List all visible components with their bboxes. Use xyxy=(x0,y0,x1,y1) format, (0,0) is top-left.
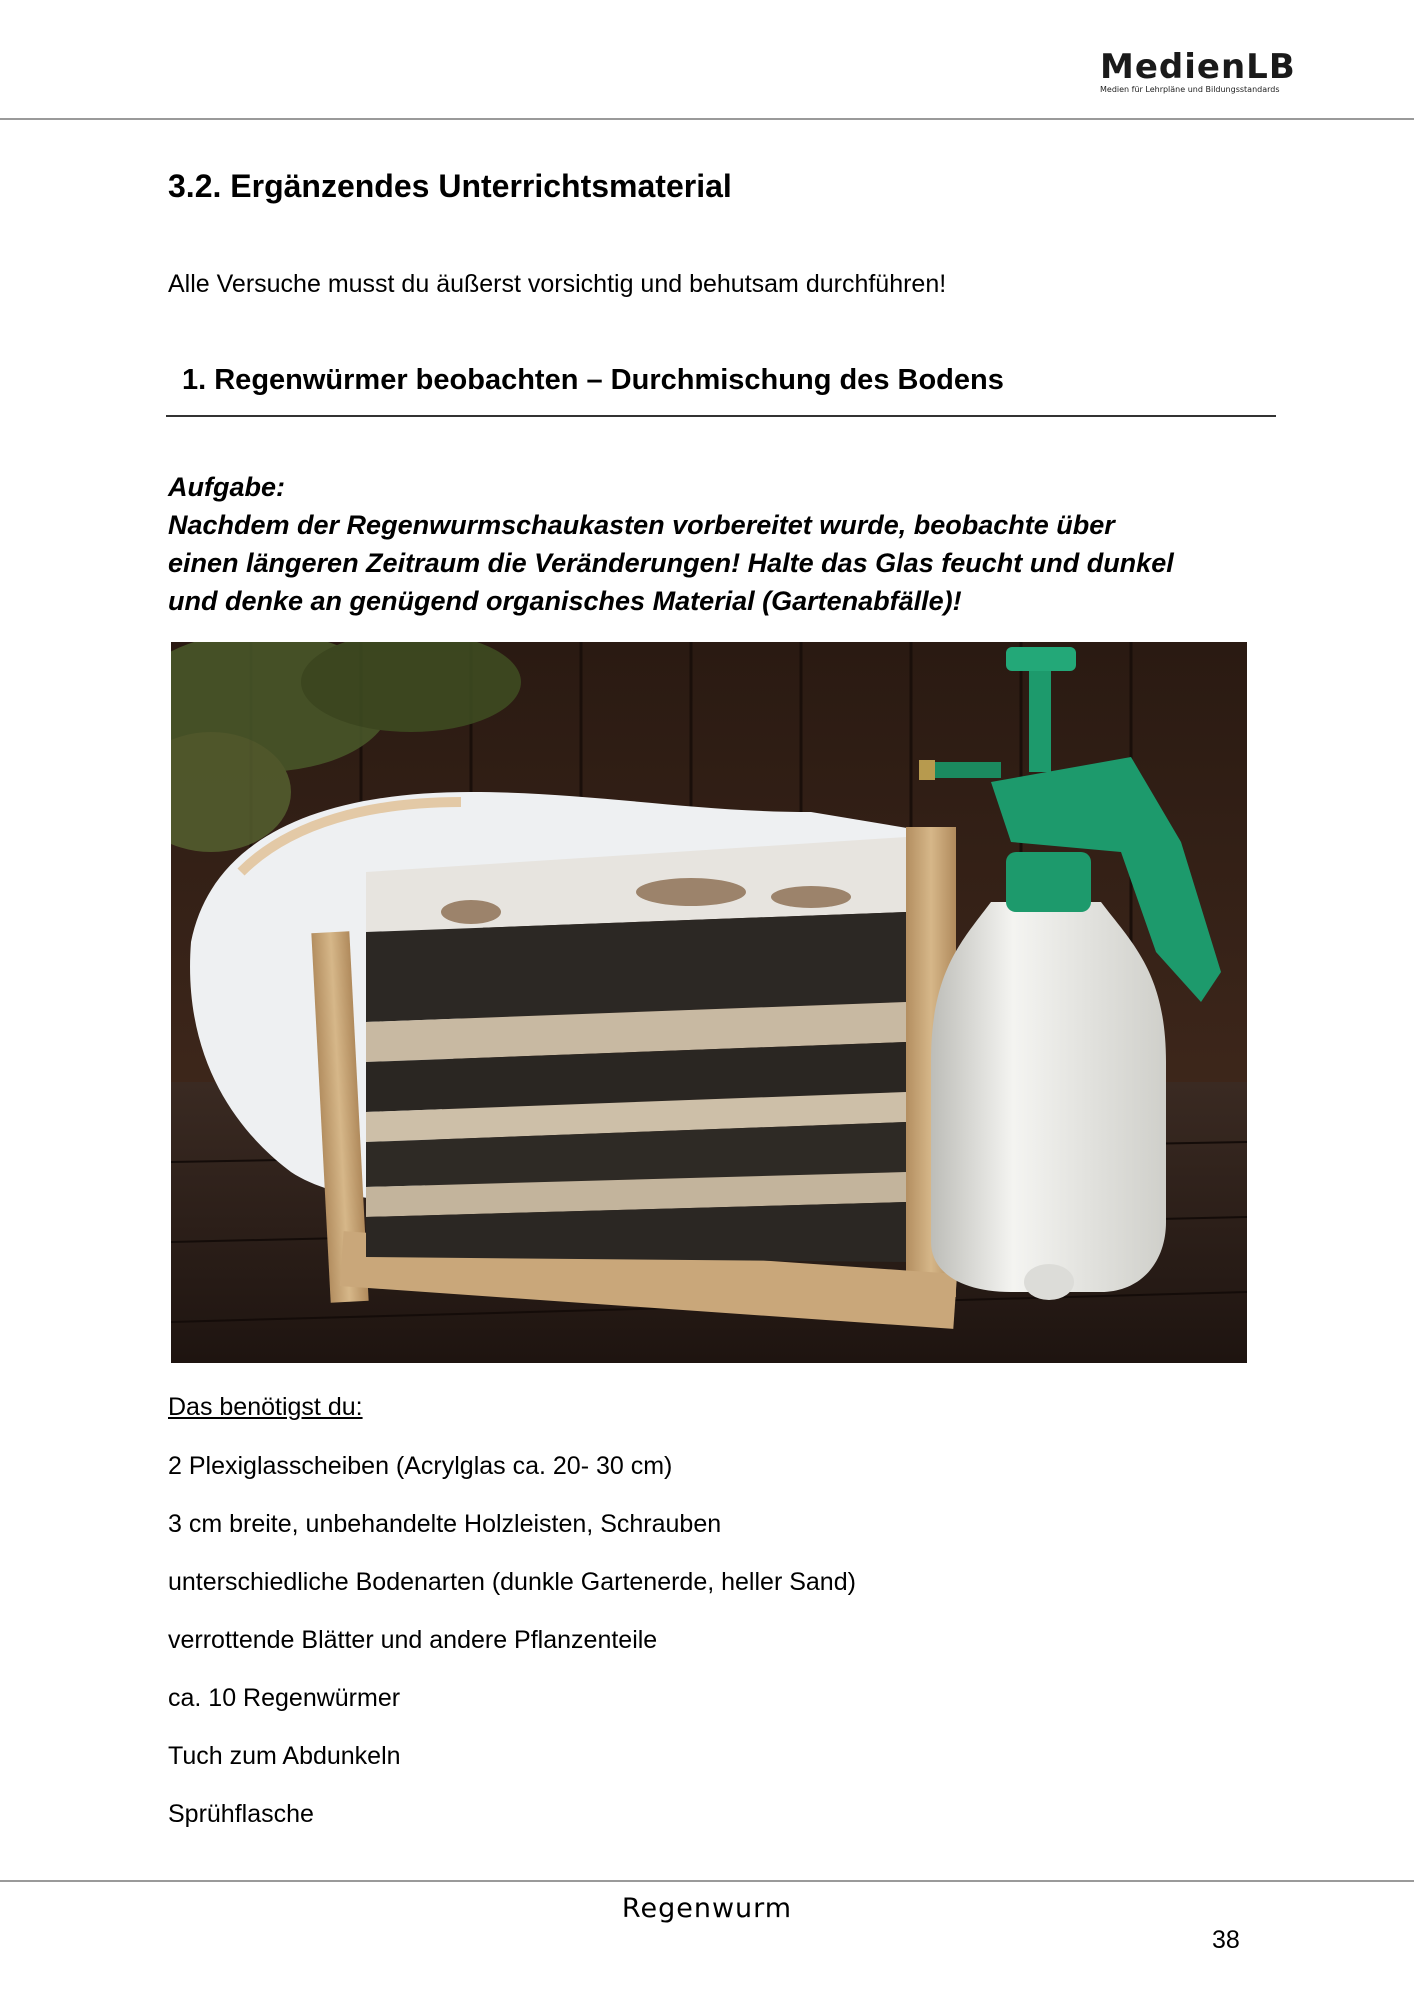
task-line: und denke an genügend organisches Material (Gartenabfälle)! xyxy=(168,586,962,616)
task-line: einen längeren Zeitraum die Veränderungen! Halte das Glas feucht und dunkel xyxy=(168,548,1174,578)
task-line: Nachdem der Regenwurmschaukasten vorbereitet wurde, beobachte über xyxy=(168,510,1115,540)
medienlb-logo xyxy=(1100,47,1300,95)
list-item: 3 cm breite, unbehandelte Holzleisten, Schrauben xyxy=(168,1510,722,1538)
section-title: 3.2. Ergänzendes Unterrichtsmaterial xyxy=(168,168,732,204)
task-block xyxy=(168,468,1278,620)
page-number: 38 xyxy=(1212,1926,1240,1954)
list-item: Tuch zum Abdunkeln xyxy=(168,1742,401,1770)
list-item: verrottende Blätter und andere Pflanzenteile xyxy=(168,1626,658,1654)
intro-text: Alle Versuche musst du äußerst vorsichtig und behutsam durchführen! xyxy=(168,270,947,298)
logo-tagline: Medien für Lehrpläne und Bildungsstandards xyxy=(1100,85,1280,94)
list-item: unterschiedliche Bodenarten (dunkle Gartenerde, heller Sand) xyxy=(168,1568,856,1596)
footer-divider xyxy=(0,1880,1414,1882)
list-item: ca. 10 Regenwürmer xyxy=(168,1684,401,1712)
footer-title: Regenwurm xyxy=(621,1893,793,1924)
experiment-title: 1. Regenwürmer beobachten – Durchmischung des Bodens xyxy=(182,364,1004,396)
task-label: Aufgabe: xyxy=(168,472,285,502)
list-item: 2 Plexiglasscheiben (Acrylglas ca. 20- 30 cm) xyxy=(168,1452,673,1480)
list-item: Sprühflasche xyxy=(168,1800,314,1828)
header-divider xyxy=(0,118,1414,120)
logo-wordmark: MedienLB xyxy=(1100,47,1296,87)
materials-list xyxy=(168,1451,856,1857)
experiment-title-rule xyxy=(166,415,1276,417)
wormery-photo xyxy=(171,642,1247,1363)
materials-heading: Das benötigst du: xyxy=(168,1393,363,1421)
